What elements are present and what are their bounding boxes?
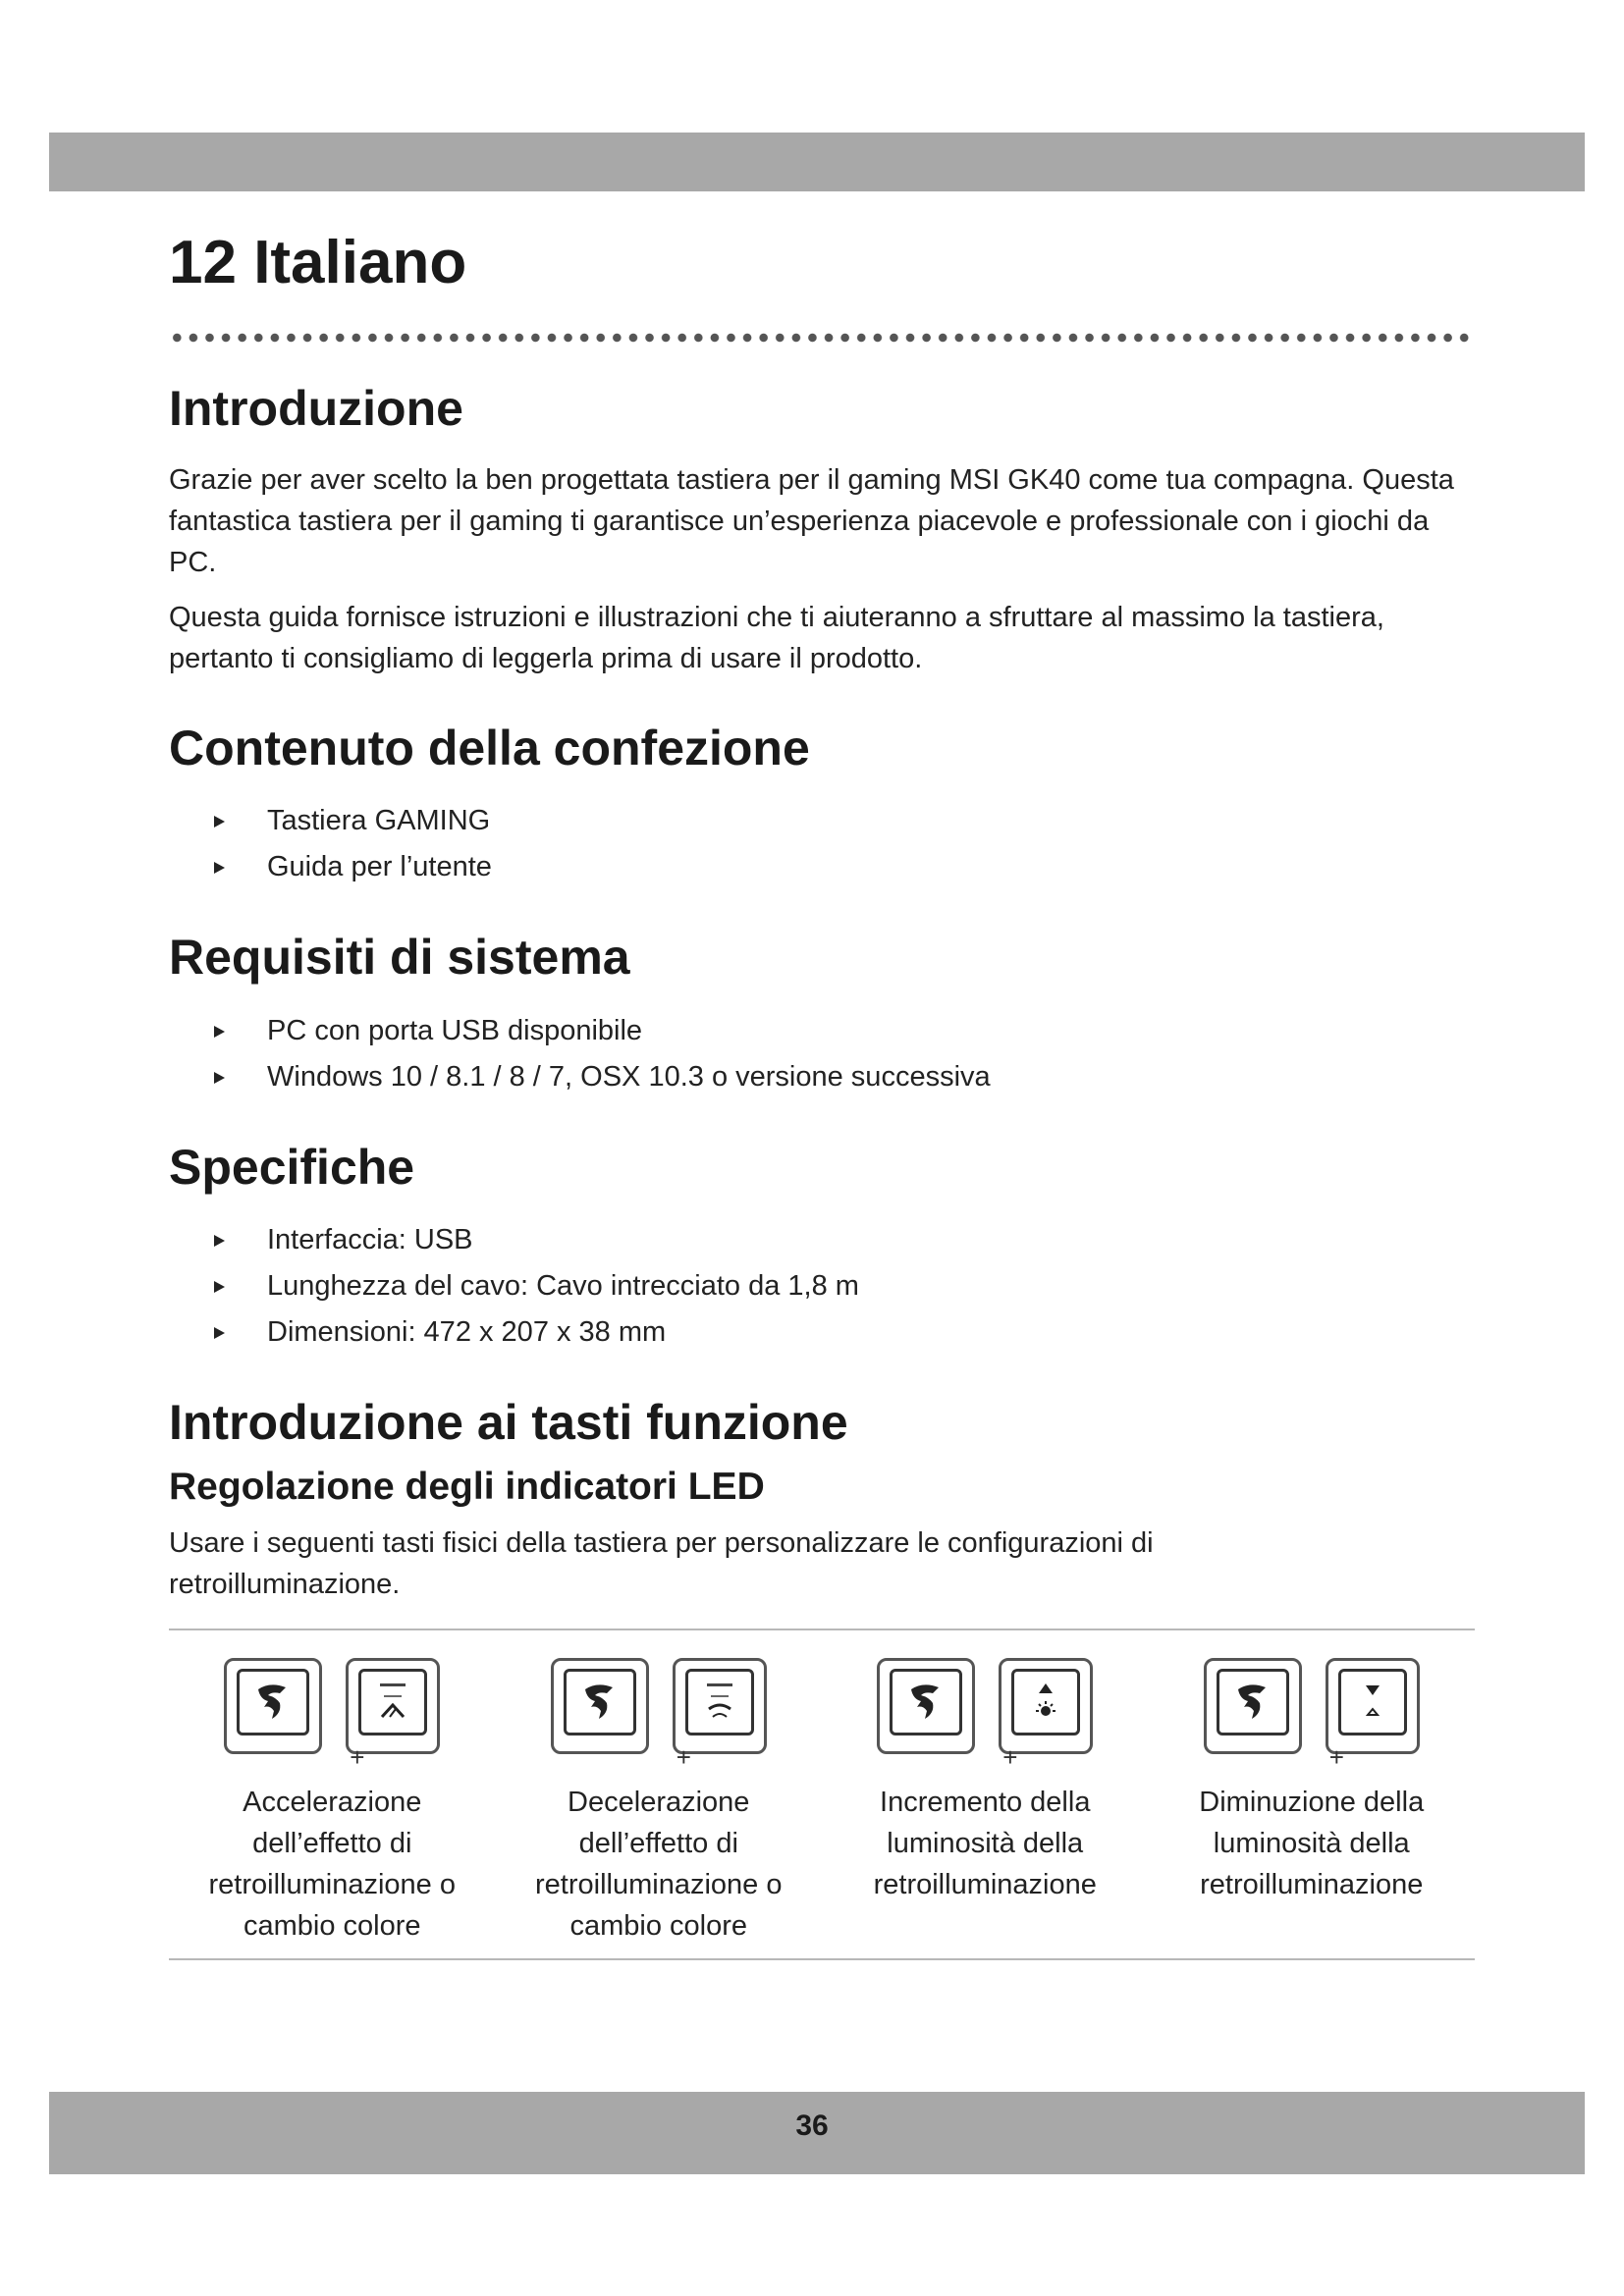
list-item: Interfaccia: USB (169, 1217, 1475, 1263)
list-item: PC con porta USB disponibile (169, 1008, 1475, 1054)
package-list (169, 798, 1475, 890)
key-pair (1204, 1658, 1420, 1772)
key-pair (877, 1658, 1093, 1772)
intro-section (169, 381, 1475, 679)
list-item: Tastiera GAMING (169, 798, 1475, 844)
key-combo (1149, 1658, 1476, 1947)
list-item: Windows 10 / 8.1 / 8 / 7, OSX 10.3 o versione successiva (169, 1054, 1475, 1100)
specs-heading: Specifiche (169, 1139, 415, 1195)
plus-sign: + (676, 1741, 691, 1772)
requirements-list (169, 1008, 1475, 1100)
combo-label: Accelerazione dell’effetto di retroilluminazione o cambio colore (208, 1786, 456, 1942)
intro-paragraph-2: Questa guida fornisce istruzioni e illustrazioni che ti aiuteranno a sfruttare al massimo la tastiera, pertanto ti consigliamo di leggerla prima di usare il prodotto. (169, 601, 1384, 674)
specs-section (169, 1140, 1475, 1357)
page-content (169, 381, 1475, 1960)
intro-heading: Introduzione (169, 381, 463, 436)
page-number: 36 (795, 2109, 829, 2142)
list-item: Lunghezza del cavo: Cavo intrecciato da 1,8 m (169, 1263, 1475, 1309)
header-bar (49, 133, 1585, 191)
msi-key (551, 1658, 649, 1754)
key-combinations-table (169, 1629, 1475, 1960)
package-section (169, 721, 1475, 891)
msi-dragon-icon (903, 1680, 948, 1725)
msi-key (1204, 1658, 1302, 1754)
requirements-section (169, 930, 1475, 1100)
plus-sign: + (1328, 1741, 1344, 1772)
arrow-down-key (1326, 1658, 1420, 1754)
key-combo (822, 1658, 1149, 1947)
function-keys-section (169, 1395, 1475, 1960)
key-pair (224, 1658, 440, 1772)
msi-dragon-icon (577, 1680, 623, 1725)
brightness-up-icon (1021, 1678, 1070, 1727)
msi-key (224, 1658, 322, 1754)
plus-sign: + (350, 1741, 365, 1772)
function-keys-heading: Introduzione ai tasti funzione (169, 1395, 848, 1450)
key-pair (551, 1658, 767, 1772)
intro-paragraph-1: Grazie per aver scelto la ben progettata tastiera per il gaming MSI GK40 come tua compagna. Questa fantastica tastiera per il gaming ti garantisce un’esperienza piacevole e professionale con i giochi da PC. (169, 463, 1454, 578)
brightness-down-icon (1348, 1678, 1397, 1727)
led-function-key (346, 1658, 440, 1754)
arrow-up-key (999, 1658, 1093, 1754)
list-item: Guida per l’utente (169, 844, 1475, 890)
led-function-key (673, 1658, 767, 1754)
msi-dragon-icon (250, 1680, 296, 1725)
led-subheading: Regolazione degli indicatori LED (169, 1465, 765, 1508)
combo-label: Incremento della luminosità della retroilluminazione (873, 1786, 1097, 1900)
key-combo (169, 1658, 496, 1947)
led-speed-down-icon (695, 1678, 744, 1727)
requirements-heading: Requisiti di sistema (169, 930, 630, 985)
led-speed-up-icon (368, 1678, 417, 1727)
msi-key (877, 1658, 975, 1754)
combo-label: Decelerazione dell’effetto di retroilluminazione o cambio colore (535, 1786, 783, 1942)
package-heading: Contenuto della confezione (169, 720, 810, 775)
plus-sign: + (1002, 1741, 1018, 1772)
msi-dragon-icon (1230, 1680, 1275, 1725)
list-item: Dimensioni: 472 x 207 x 38 mm (169, 1309, 1475, 1356)
led-description: Usare i seguenti tasti fisici della tastiera per personalizzare le configurazioni di retroilluminazione. (169, 1526, 1154, 1600)
dotted-divider (169, 330, 1475, 346)
chapter-title: 12 Italiano (169, 229, 467, 296)
key-combo (496, 1658, 823, 1947)
specs-list (169, 1217, 1475, 1356)
combo-label: Diminuzione della luminosità della retroilluminazione (1199, 1786, 1425, 1900)
